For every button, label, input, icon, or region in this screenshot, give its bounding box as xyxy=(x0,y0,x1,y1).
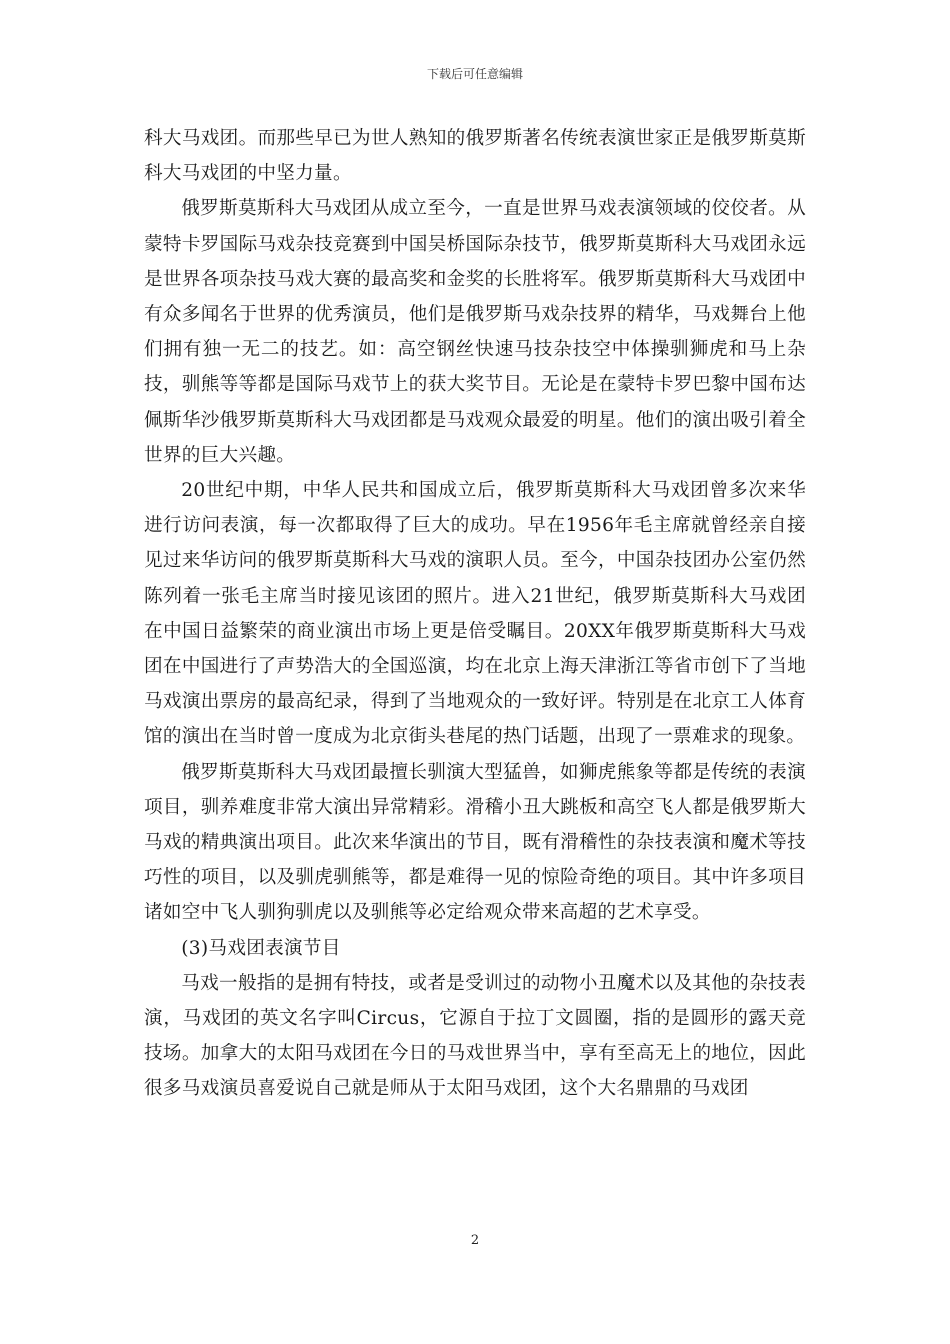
document-body xyxy=(144,121,806,1107)
page-number: 2 xyxy=(470,1233,480,1248)
section-heading: (3)马戏团表演节目 xyxy=(181,937,341,959)
paragraph-1: 科大马戏团。而那些早已为世人熟知的俄罗斯著名传统表演世家正是俄罗斯莫斯科大马戏团的中坚力量。 xyxy=(144,128,806,185)
paragraph-5: 马戏一般指的是拥有特技，或者是受训过的动物小丑魔术以及其他的杂技表演，马戏团的英文名字叫Circus，它源自于拉丁文圆圈，指的是圆形的露天竞技场。加拿大的太阳马戏团在今日的马戏世界当中，享有至高无上的地位，因此很多马戏演员喜爱说自己就是师从于太阳马戏团，这个大名鼎鼎的马戏团 xyxy=(144,972,806,1100)
paragraph-2: 俄罗斯莫斯科大马戏团从成立至今，一直是世界马戏表演领域的佼佼者。从蒙特卡罗国际马戏杂技竞赛到中国吴桥国际杂技节，俄罗斯莫斯科大马戏团永远是世界各项杂技马戏大赛的最高奖和金奖的长胜将军。俄罗斯莫斯科大马戏团中有众多闻名于世界的优秀演员，他们是俄罗斯马戏杂技界的精华，马戏舞台上他们拥有独一无二的技艺。如：高空钢丝快速马技杂技空中体操驯狮虎和马上杂技，驯熊等等都是国际马戏节上的获大奖节目。无论是在蒙特卡罗巴黎中国布达佩斯华沙俄罗斯莫斯科大马戏团都是马戏观众最爱的明星。他们的演出吸引着全世界的巨大兴趣。 xyxy=(144,198,806,466)
page-header: 下载后可任意编辑 xyxy=(426,67,523,81)
paragraph-4: 俄罗斯莫斯科大马戏团最擅长驯演大型猛兽，如狮虎熊象等都是传统的表演项目，驯养难度非常大演出异常精彩。滑稽小丑大跳板和高空飞人都是俄罗斯大马戏的精典演出项目。此次来华演出的节目，既有滑稽性的杂技表演和魔术等技巧性的项目，以及驯虎驯熊等，都是难得一见的惊险奇绝的项目。其中许多项目诸如空中飞人驯狗驯虎以及驯熊等必定给观众带来高超的艺术享受。 xyxy=(144,761,806,924)
paragraph-3: 20世纪中期，中华人民共和国成立后，俄罗斯莫斯科大马戏团曾多次来华进行访问表演，每一次都取得了巨大的成功。早在1956年毛主席就曾经亲自接见过来华访问的俄罗斯莫斯科大马戏的演职人员。至今，中国杂技团办公室仍然陈列着一张毛主席当时接见该团的照片。进入21世纪，俄罗斯莫斯科大马戏团在中国日益繁荣的商业演出市场上更是倍受瞩目。20XX年俄罗斯莫斯科大马戏团在中国进行了声势浩大的全国巡演，均在北京上海天津浙江等省市创下了当地马戏演出票房的最高纪录，得到了当地观众的一致好评。特别是在北京工人体育馆的演出在当时曾一度成为北京街头巷尾的热门话题，出现了一票难求的现象。 xyxy=(144,480,806,748)
